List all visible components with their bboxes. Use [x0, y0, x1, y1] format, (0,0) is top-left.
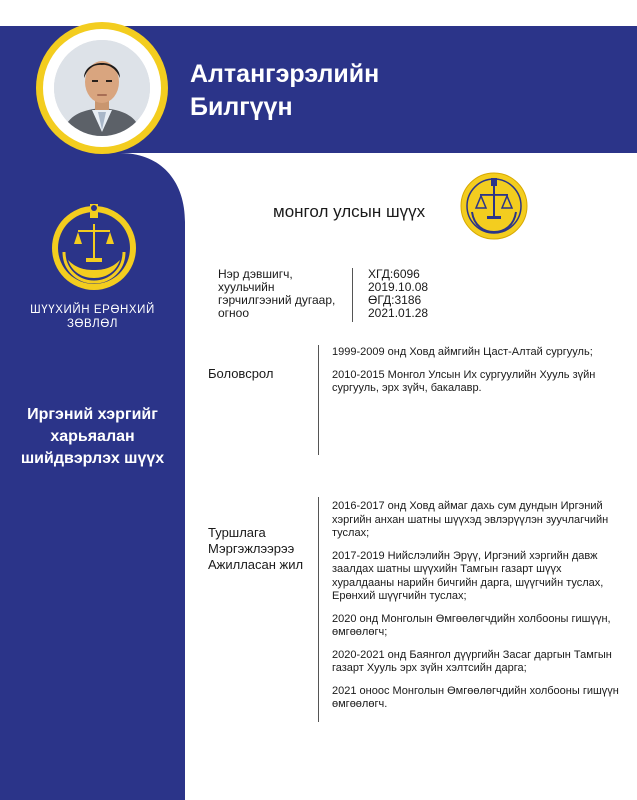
- advocate-cert-date: 2021.01.28: [368, 306, 429, 320]
- name-line-1: Алтангэрэлийн: [190, 60, 380, 88]
- profile-photo: [54, 40, 150, 136]
- specialty-line-1: Иргэний хэргийг: [27, 406, 158, 423]
- org-name-line-2: ЗӨВЛӨЛ: [66, 318, 119, 330]
- judicial-council-emblem-icon: [50, 200, 138, 292]
- license-date: 2019.10.08: [368, 280, 429, 294]
- education-item: 1999-2009 онд Ховд аймгийн Цаст-Алтай сургууль;: [332, 346, 593, 358]
- specialty-line-3: шийдвэрлэх шүүх: [20, 450, 165, 467]
- experience-item: 2021 оноос Монголын Өмгөөлөгчдийн холбооны гишүүн өмгөөлөгч.: [332, 684, 619, 710]
- license-label-line: хуульчийн: [218, 280, 275, 294]
- experience-item: 2017-2019 Нийслэлийн Эрүү, Иргэний хэргийн давж заалдах шатны шүүхийн Тамгын газарт шүүх хуралдааны нарийн бичгийн дарга, шүүгчийн туслах, Ерөнхий шүүгчийн туслах;: [332, 549, 604, 602]
- license-label-line: Нэр дэвшигч,: [218, 267, 293, 281]
- education-label: Боловсрол: [208, 366, 274, 381]
- experience-list: [332, 500, 622, 721]
- courts-emblem-icon: [460, 172, 528, 240]
- court-title: монгол улсын шүүх: [273, 202, 426, 221]
- education-item: 2010-2015 Монгол Улсын Их сургуулийн Хууль зүйн сургууль, эрх зүйч, бакалавр.: [332, 368, 596, 394]
- advocate-cert-number: ӨГД:3186: [368, 293, 422, 307]
- specialty-line-2: харьяалан: [50, 428, 135, 445]
- experience-item: 2016-2017 онд Ховд аймаг дахь сум дундын Иргэний хэргийн анхан шатны шүүхэд эвлэрүүлэн зуучлагчийн туслах;: [332, 500, 609, 539]
- candidate-name: [190, 58, 379, 124]
- experience-label-line: Мэргэжлээрээ: [208, 541, 295, 556]
- license-number: ХГД:6096: [368, 267, 420, 281]
- name-line-2: Билгүүн: [190, 93, 293, 121]
- license-label-line: гэрчилгээний дугаар,: [218, 293, 336, 307]
- experience-label: [208, 525, 303, 573]
- profile-photo-ring: [36, 22, 168, 154]
- education-divider: [318, 345, 319, 455]
- experience-label-line: Ажилласан жил: [208, 557, 304, 572]
- license-divider: [352, 268, 353, 322]
- org-name-line-1: ШҮҮХИЙН ЕРӨНХИЙ: [30, 304, 155, 316]
- license-label: [218, 268, 346, 320]
- experience-label-line: Туршлага: [208, 525, 266, 540]
- license-values: [368, 268, 428, 320]
- license-label-line: огноо: [218, 306, 250, 320]
- experience-item: 2020 онд Монголын Өмгөөлөгчдийн холбооны гишүүн, өмгөөлөгч;: [332, 612, 611, 638]
- court-specialty: [0, 404, 185, 470]
- experience-divider: [318, 497, 319, 722]
- experience-item: 2020-2021 онд Баянгол дүүргийн Засаг даргын Тамгын газарт Хууль эрх зүйн хэлтсийн дарга;: [332, 648, 612, 674]
- education-list: [332, 346, 622, 405]
- org-name: [0, 303, 185, 331]
